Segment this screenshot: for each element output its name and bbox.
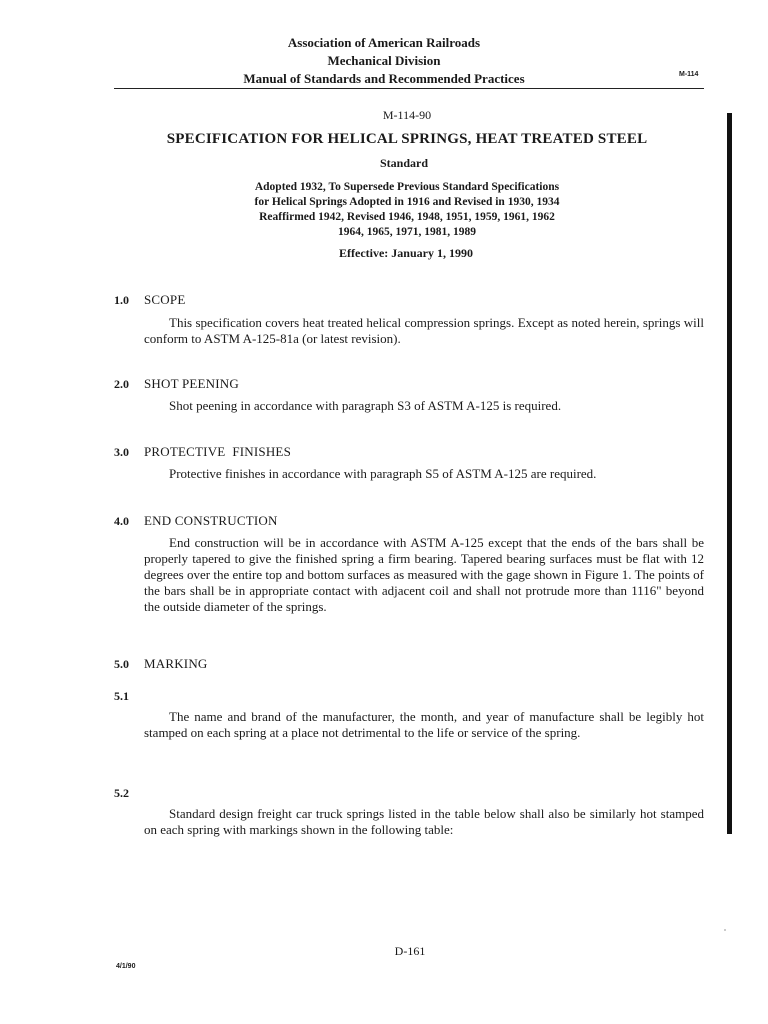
header-code: M-114 — [679, 71, 699, 78]
section-heading: MARKING — [144, 656, 208, 671]
section-number: 5.0 — [114, 657, 129, 671]
section-number: 2.0 — [114, 377, 129, 391]
scan-speck — [724, 929, 726, 931]
document-title: SPECIFICATION FOR HELICAL SPRINGS, HEAT TREATED STEEL — [166, 131, 648, 147]
section-number: 3.0 — [114, 445, 129, 459]
section-heading: PROTECTIVE FINISHES — [144, 444, 292, 459]
history-line: for Helical Springs Adopted in 1916 and Revised in 1930, 1934 — [254, 196, 560, 208]
subsection-number: 5.2 — [114, 786, 129, 800]
header-manual-title: Manual of Standards and Recommended Practices — [243, 71, 525, 86]
section-number: 1.0 — [114, 293, 129, 307]
page-number: D-161 — [394, 944, 426, 958]
header-organization: Association of American Railroads — [287, 35, 481, 50]
section-number: 4.0 — [114, 514, 129, 528]
header-division: Mechanical Division — [327, 53, 441, 68]
revision-history — [0, 180, 768, 240]
section-paragraph: Shot peening in accordance with paragraph S3 of ASTM A-125 is required. — [169, 398, 562, 413]
effective-date: Effective: January 1, 1990 — [339, 246, 473, 260]
document-number: M-114-90 — [382, 108, 432, 122]
section-heading: SCOPE — [144, 292, 186, 307]
document-header — [0, 34, 768, 88]
section-heading: END CONSTRUCTION — [144, 513, 278, 528]
section-paragraph: Protective finishes in accordance with paragraph S5 of ASTM A-125 are required. — [169, 466, 597, 481]
document-status: Standard — [379, 156, 429, 170]
header-rule — [114, 88, 704, 89]
section-paragraph: Standard design freight car truck springs listed in the table below shall also be similarly hot stamped on each spring with markings shown in the following table: — [144, 806, 704, 837]
section-paragraph: The name and brand of the manufacturer, the month, and year of manufacture shall be legibly hot stamped on each spring at a place not detrimental to the life or service of the spring. — [144, 709, 704, 740]
subsection-number: 5.1 — [114, 689, 129, 703]
history-line: Adopted 1932, To Supersede Previous Standard Specifications — [254, 181, 560, 193]
section-paragraph: This specification covers heat treated helical compression springs. Except as noted herein, springs will conform to ASTM A-125-81a (or latest revision). — [144, 315, 704, 346]
history-line: 1964, 1965, 1971, 1981, 1989 — [338, 226, 476, 238]
footer-date: 4/1/90 — [116, 963, 136, 970]
section-paragraph: End construction will be in accordance with ASTM A-125 except that the ends of the bars shall be properly tapered to give the finished spring a firm bearing. Tapered bearing surfaces must be flat with 12 degrees over the entire top and bottom surfaces as measured with the gage shown in Figure 1. The points of the bars shall be in appropriate contact with adjacent coil and shall not protrude more than 1116" beyond the outside diameter of the springs. — [144, 535, 704, 614]
section-heading: SHOT PEENING — [144, 376, 239, 391]
history-line: Reaffirmed 1942, Revised 1946, 1948, 1951, 1959, 1961, 1962 — [259, 211, 555, 223]
